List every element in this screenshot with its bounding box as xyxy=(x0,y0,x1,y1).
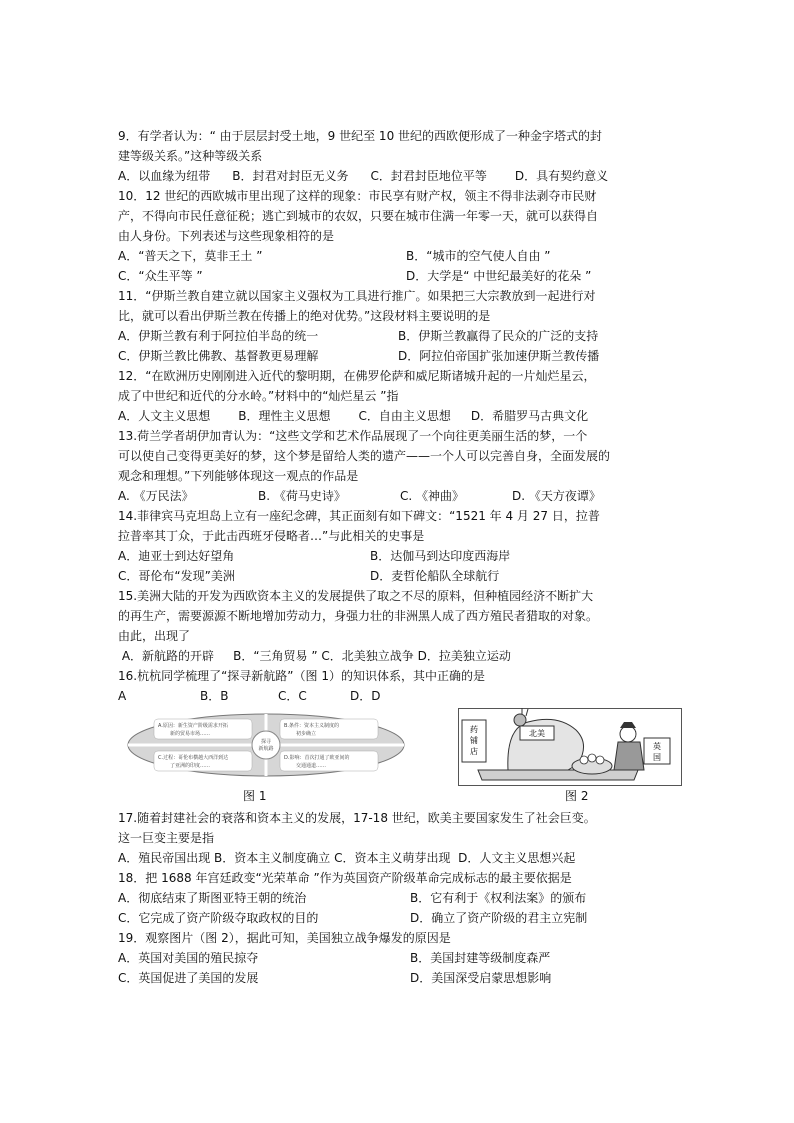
q14-options-row2 xyxy=(118,566,678,586)
figure-2-table xyxy=(478,770,638,780)
q18-stem-line1: 18．把 1688 年宫廷政变“光荣革命 ”作为英国资产阶级革命完成标志的最主要依据是 xyxy=(118,871,572,885)
q17-stem-line1: 17.随着封建社会的衰落和资本主义的发展，17-18 世纪，欧美主要国家发生了社会巨变。 xyxy=(118,811,596,825)
q9-stem-line1: 9．有学者认为：“ 由于层层封受土地，9 世纪至 10 世纪的西欧便形成了一种金字塔式的封 xyxy=(118,129,603,143)
figure-1-caption: 图 1 xyxy=(243,789,267,803)
q14-option-c: C．哥伦布“发现”美洲 xyxy=(118,569,235,583)
figure-2-man-head xyxy=(620,726,636,742)
q11-options-row2 xyxy=(118,346,678,366)
q16-stem-line1: 16.杭杭同学梳理了“探寻新航路”（图 1）的知识体系，其中正确的是 xyxy=(118,669,485,683)
figure-2-cartoon xyxy=(458,708,682,786)
q16-option-c: C．C xyxy=(278,689,307,703)
q11-options-row1 xyxy=(118,326,678,346)
figure-1-d-line2: 交通通道…… xyxy=(296,763,327,769)
q13-option-c: C. 《神曲》 xyxy=(400,489,465,503)
q11-option-a: A．伊斯兰教有利于阿拉伯半岛的统一 xyxy=(118,329,319,343)
figure-1-center-line1: 探寻 xyxy=(260,739,272,745)
q13-stem-line1: 13.荷兰学者胡伊加青认为：“这些文学和艺术作品展现了一个向往更美丽生活的梦，一个 xyxy=(118,429,588,443)
figure-2-shop-char1: 药 xyxy=(470,725,478,734)
q18-option-d: D．确立了资产阶级的君主立宪制 xyxy=(410,911,588,925)
figure-1-a-line2: 新的贸易市场…… xyxy=(170,731,211,737)
q9-option-c: C．封君封臣地位平等 xyxy=(370,169,487,183)
q9-option-a: A．以血缘为纽带 xyxy=(118,169,211,183)
figure-1-b-line2: 初步确立 xyxy=(296,731,317,737)
q15-stem-line3: 由此，出现了 xyxy=(118,629,191,643)
q12-option-d: D．希腊罗马古典文化 xyxy=(470,409,589,423)
figure-1-box-b xyxy=(280,719,378,739)
figure-1-box-d xyxy=(280,751,378,771)
q10-options-row1 xyxy=(118,246,678,266)
q18-options-row1 xyxy=(118,888,678,908)
q13-option-d: D. 《天方夜谭》 xyxy=(512,489,601,503)
q14-option-a: A．迪亚士到达好望角 xyxy=(118,549,235,563)
q18-option-a: A．彻底结束了斯图亚特王朝的统治 xyxy=(118,891,307,905)
q15-options: A．新航路的开辟 B．“三角贸易 ” C．北美独立战争 D．拉美独立运动 xyxy=(118,649,511,663)
q16-option-b: B．B xyxy=(200,689,229,703)
figure-2-hen-head xyxy=(514,714,526,726)
q10-option-a: A．“普天之下，莫非王土 ” xyxy=(118,249,263,263)
figure-2-uk-char1: 英 xyxy=(653,742,661,751)
figure-1-center-line2: 新航路 xyxy=(258,746,274,752)
q17-options: A．殖民帝国出现 B．资本主义制度确立 C．资本主义萌芽出现 D．人文主义思想兴起 xyxy=(118,851,576,865)
q16-option-a: A xyxy=(118,689,127,703)
q9-option-d: D．具有契约意义 xyxy=(514,169,609,183)
q12-stem-line1: 12．“在欧洲历史刚刚进入近代的黎明期，在佛罗伦萨和威尼斯诸城升起的一片灿烂星云， xyxy=(118,369,596,383)
figure-2-uk-char2: 国 xyxy=(653,753,661,762)
q14-stem-line2: 拉普率其丁众，于此击西班牙侵略者…”与此相关的史事是 xyxy=(118,529,425,543)
q19-option-d: D．美国深受启蒙思想影响 xyxy=(410,971,552,985)
q13-stem-line3: 观念和理想。”下列能够体现这一观点的作品是 xyxy=(118,469,359,483)
q10-options-row2 xyxy=(118,266,678,286)
q19-options-row2 xyxy=(118,968,678,988)
q13-options xyxy=(118,486,678,506)
figure-2-egg xyxy=(580,756,588,764)
q9-option-b: B．封君对封臣无义务 xyxy=(232,169,349,183)
figure-2-man-body xyxy=(614,742,644,770)
q10-option-d: D．大学是“ 中世纪最美好的花朵 ” xyxy=(406,269,592,283)
q14-option-d: D．麦哲伦船队全球航行 xyxy=(370,569,500,583)
q12-option-b: B．理性主义思想 xyxy=(238,409,331,423)
figure-1-knowledge-diagram xyxy=(126,712,406,778)
figure-1-c-line1: C.过程：哥伦布横越大西洋到达 xyxy=(158,755,229,761)
q11-stem-line1: 11．“伊斯兰教自建立就以国家主义强权为工具进行推广。如果把三大宗教放到一起进行对 xyxy=(118,289,596,303)
q19-option-c: C．英国促进了美国的发展 xyxy=(118,971,259,985)
q14-options-row1 xyxy=(118,546,678,566)
figure-1-d-line1: D.影响：首次打通了欧亚间的 xyxy=(284,755,350,761)
q14-option-b: B．达伽马到达印度西海岸 xyxy=(370,549,511,563)
q10-stem-line2: 产，不得向市民任意征税；逃亡到城市的农奴，只要在城市住满一年零一天，就可以获得自 xyxy=(118,209,599,223)
q13-stem-line2: 可以使自己变得更美好的梦，这个梦是留给人类的遗产——一个人可以完善自身，全面发展的 xyxy=(118,449,611,463)
q9-stem-line2: 建等级关系。”这种等级关系 xyxy=(118,149,263,163)
figure-1-b-line1: B.条件：资本主义制度的 xyxy=(284,723,340,729)
q19-options-row1 xyxy=(118,948,678,968)
q13-option-a: A. 《万民法》 xyxy=(118,489,194,503)
q19-stem-line1: 19．观察图片（图 2），据此可知，美国独立战争爆发的原因是 xyxy=(118,931,451,945)
q18-option-b: B．它有利于《权利法案》的颁布 xyxy=(410,891,587,905)
q11-stem-line2: 比，就可以看出伊斯兰教在传播上的绝对优势。”这段材料主要说明的是 xyxy=(118,309,491,323)
q16-options xyxy=(118,686,678,706)
figure-2-caption: 图 2 xyxy=(565,789,589,803)
q11-option-c: C．伊斯兰教比佛教、基督教更易理解 xyxy=(118,349,319,363)
q11-option-d: D．阿拉伯帝国扩张加速伊斯兰教传播 xyxy=(398,349,600,363)
q18-options-row2 xyxy=(118,908,678,928)
q19-option-b: B．美国封建等级制度森严 xyxy=(410,951,551,965)
exam-page xyxy=(118,126,678,988)
q9-options xyxy=(118,166,678,186)
q18-option-c: C．它完成了资产阶级夺取政权的目的 xyxy=(118,911,319,925)
figure-2-shop-char3: 店 xyxy=(470,747,478,756)
q10-stem-line3: 由人身份。下列表述与这些现象相符的是 xyxy=(118,229,335,243)
q12-stem-line2: 成了中世纪和近代的分水岭。”材料中的“灿烂星云 ”指 xyxy=(118,389,399,403)
figure-2-egg xyxy=(588,754,596,762)
q10-stem-line1: 10．12 世纪的西欧城市里出现了这样的现象：市民享有财产权，领主不得非法剥夺市民财 xyxy=(118,189,597,203)
figure-1-c-line2: 了亚洲的印度…… xyxy=(170,763,211,769)
q13-option-b: B. 《荷马史诗》 xyxy=(258,489,346,503)
q15-stem-line1: 15.美洲大陆的开发为西欧资本主义的发展提供了取之不尽的原料，但种植园经济不断扩大 xyxy=(118,589,594,603)
q16-option-d: D．D xyxy=(350,689,381,703)
figure-1-center-circle xyxy=(252,731,280,759)
q14-stem-line1: 14.菲律宾马克坦岛上立有一座纪念碑，其正面刻有如下碑文：“1521 年 4 月 27 日，拉普 xyxy=(118,509,600,523)
q11-option-b: B．伊斯兰教赢得了民众的广泛的支持 xyxy=(398,329,599,343)
figure-2-shop-char2: 铺 xyxy=(470,736,478,745)
q12-option-c: C．自由主义思想 xyxy=(358,409,451,423)
figure-1-a-line1: A.原因：新生资产阶级需求开拓 xyxy=(158,723,228,729)
q15-stem-line2: 的再生产，需要源源不断地增加劳动力，身强力壮的非洲黑人成了西方殖民者猎取的对象。 xyxy=(118,609,599,623)
q10-option-b: B．“城市的空气使人自由 ” xyxy=(406,249,551,263)
figures-row xyxy=(118,708,678,808)
q12-options xyxy=(118,406,678,426)
q10-option-c: C．“众生平等 ” xyxy=(118,269,203,283)
q12-option-a: A．人文主义思想 xyxy=(118,409,211,423)
figure-2-egg xyxy=(596,756,604,764)
q17-stem-line2: 这一巨变主要是指 xyxy=(118,831,215,845)
figure-2-north-america-label: 北美 xyxy=(529,729,545,738)
q19-option-a: A．英国对美国的殖民掠夺 xyxy=(118,951,259,965)
